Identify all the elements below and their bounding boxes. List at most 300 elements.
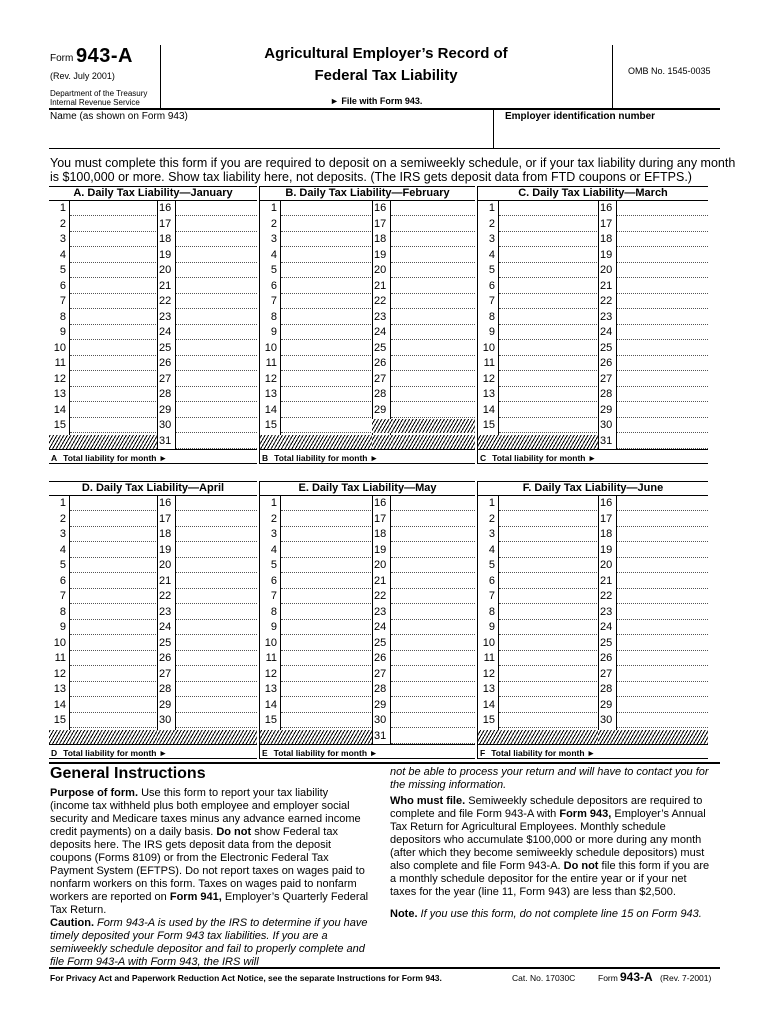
day-number: 27 [600,372,613,385]
day-amount-input[interactable] [617,682,708,697]
day-number: 21 [159,279,172,292]
day-amount-input[interactable] [176,574,257,589]
shaded-area [157,730,257,744]
day-number: 30 [159,419,172,431]
day-number: 5 [488,264,495,276]
day-number: 3 [59,528,66,540]
total-amount-input[interactable] [378,450,418,461]
caution-text: Form 943-A is used by the IRS to determine if you have timely deposited your Form 943 tax liabilities. If you are a semiweekly schedule depositor and fail to properly complete and file Form 943-A with Form 943, the IRS will [50,917,368,968]
total-amount-input[interactable] [378,745,418,756]
day-amount-input[interactable] [176,512,257,527]
day-number: 2 [488,217,495,230]
day-amount-input[interactable] [281,574,371,589]
day-amount-input[interactable] [617,403,708,418]
day-number: 25 [159,341,172,354]
day-amount-input[interactable] [281,201,371,216]
day-number: 24 [374,326,387,338]
day-amount-input[interactable] [176,263,257,278]
day-amount-input[interactable] [499,341,597,356]
day-amount-input[interactable] [281,263,371,278]
day-number: 9 [488,621,495,633]
day-amount-input[interactable] [391,232,475,247]
day-number: 7 [270,590,277,602]
file-with-note: ► File with Form 943. [330,96,423,106]
day-amount-input[interactable] [499,325,597,340]
day-amount-input[interactable] [617,372,708,387]
day-amount-input[interactable] [391,636,475,651]
day-amount-input[interactable] [176,620,257,635]
day-amount-input[interactable] [70,294,156,309]
day-number: 7 [59,590,66,602]
day-number: 30 [374,714,387,726]
day-number: 14 [482,698,495,711]
day-amount-input[interactable] [617,527,708,542]
day-amount-input[interactable] [391,543,475,558]
day-amount-input[interactable] [176,434,257,449]
day-number: 11 [54,357,66,369]
day-number: 12 [53,372,66,385]
day-amount-input[interactable] [499,543,597,558]
day-number: 24 [374,621,387,633]
day-amount-input[interactable] [281,418,371,433]
day-amount-input[interactable] [281,543,371,558]
shaded-area [49,730,157,744]
day-number: 28 [600,388,613,400]
header-divider-right [612,45,613,108]
day-number: 18 [600,233,613,245]
day-amount-input[interactable] [617,294,708,309]
day-number: 27 [374,667,387,680]
day-amount-input[interactable] [617,325,708,340]
day-amount-input[interactable] [281,248,371,263]
day-amount-input[interactable] [499,651,597,666]
day-amount-input[interactable] [391,217,475,232]
ein-input[interactable] [497,124,717,146]
day-amount-input[interactable] [281,636,371,651]
day-amount-input[interactable] [70,527,156,542]
day-amount-input[interactable] [499,248,597,263]
day-amount-input[interactable] [281,512,371,527]
shaded-area [372,435,475,449]
day-amount-input[interactable] [70,667,156,682]
day-number: 26 [374,652,387,664]
shaded-area [260,435,372,449]
day-amount-input[interactable] [617,341,708,356]
day-amount-input[interactable] [499,527,597,542]
header-divider-left [160,45,161,108]
day-number: 11 [483,652,495,664]
day-number: 8 [488,605,495,618]
total-letter: B [262,453,269,463]
who-text-2: Employer’s Annual Tax Return for Agricultural Employees. Monthly schedule depositors who accumulate $100,000 or more during any month (after which they become semiweekly schedule depositors) must also complete and file Form 943-A. [390,808,706,872]
total-label: Total liability for month ► [491,748,596,758]
day-amount-input[interactable] [617,589,708,604]
day-amount-input[interactable] [499,698,597,713]
day-amount-input[interactable] [70,217,156,232]
day-amount-input[interactable] [499,605,597,620]
day-amount-input[interactable] [176,372,257,387]
day-amount-input[interactable] [176,527,257,542]
day-amount-input[interactable] [617,698,708,713]
day-amount-input[interactable] [617,636,708,651]
day-amount-input[interactable] [70,512,156,527]
day-amount-input[interactable] [281,713,371,728]
day-amount-input[interactable] [70,372,156,387]
day-amount-input[interactable] [391,325,475,340]
day-amount-input[interactable] [617,356,708,371]
day-amount-input[interactable] [499,620,597,635]
day-number: 17 [374,217,387,230]
day-amount-input[interactable] [176,543,257,558]
day-amount-input[interactable] [70,620,156,635]
day-number: 4 [270,543,277,556]
total-label: Total liability for month ► [492,453,597,463]
day-number: 20 [159,559,172,571]
name-input[interactable] [50,124,490,146]
day-amount-input[interactable] [70,558,156,573]
day-amount-input[interactable] [70,543,156,558]
day-number: 21 [374,574,387,587]
total-label: Total liability for month ► [63,453,168,463]
day-amount-input[interactable] [499,496,597,511]
day-amount-input[interactable] [391,310,475,325]
day-amount-input[interactable] [391,589,475,604]
omb-number: OMB No. 1545-0035 [628,66,711,76]
day-number: 24 [600,621,613,633]
day-amount-input[interactable] [281,589,371,604]
day-amount-input[interactable] [281,310,371,325]
day-amount-input[interactable] [176,325,257,340]
footer-form-number: 943-A [620,970,653,984]
day-amount-input[interactable] [499,201,597,216]
catalog-number: Cat. No. 17030C [512,973,576,983]
day-amount-input[interactable] [70,589,156,604]
day-amount-input[interactable] [499,636,597,651]
privacy-notice: For Privacy Act and Paperwork Reduction Act Notice, see the separate Instructions for Form 943. [50,973,442,983]
form-label: Form [50,53,74,64]
day-number: 16 [600,202,613,214]
purpose-text-1: Use this form to report your tax liability (income tax withheld plus both employee and employer social security and Medicare taxes minus any advance earned income credit payments) on a daily basis. [50,787,361,838]
who-form943: Form 943, [559,808,612,820]
day-amount-input[interactable] [391,279,475,294]
who-do-not: Do not [563,860,599,872]
day-number: 7 [488,295,495,307]
day-amount-input[interactable] [70,279,156,294]
day-number: 24 [159,326,172,338]
day-amount-input[interactable] [617,263,708,278]
day-number: 12 [264,667,277,680]
day-number: 20 [600,559,613,571]
total-amount-input[interactable] [167,450,207,461]
day-amount-input[interactable] [499,387,597,402]
day-amount-input[interactable] [176,589,257,604]
day-amount-input[interactable] [281,496,371,511]
day-amount-input[interactable] [499,356,597,371]
day-amount-input[interactable] [617,434,708,449]
day-amount-input[interactable] [617,667,708,682]
day-number: 6 [488,574,495,587]
day-amount-input[interactable] [391,294,475,309]
day-number: 29 [374,698,387,711]
day-amount-input[interactable] [176,682,257,697]
day-number: 13 [264,683,277,695]
day-amount-input[interactable] [176,418,257,433]
day-amount-input[interactable] [391,403,475,418]
day-number: 3 [488,528,495,540]
day-number: 29 [600,698,613,711]
block-bottom-rule [260,463,475,464]
day-amount-input[interactable] [176,636,257,651]
day-amount-input[interactable] [70,248,156,263]
day-amount-input[interactable] [70,651,156,666]
day-amount-input[interactable] [499,589,597,604]
day-number: 21 [600,574,613,587]
ein-label: Employer identification number [505,111,656,122]
day-amount-input[interactable] [391,729,475,744]
day-amount-input[interactable] [391,558,475,573]
day-amount-input[interactable] [70,325,156,340]
caution-cont-text: not be able to process your return and will have to contact you for the missing information. [390,766,709,791]
day-amount-input[interactable] [391,512,475,527]
day-amount-input[interactable] [391,713,475,728]
day-amount-input[interactable] [70,403,156,418]
day-amount-input[interactable] [176,232,257,247]
day-amount-input[interactable] [391,574,475,589]
day-number: 25 [374,636,387,649]
day-amount-input[interactable] [281,279,371,294]
day-amount-input[interactable] [391,682,475,697]
day-amount-input[interactable] [70,574,156,589]
day-amount-input[interactable] [176,403,257,418]
day-number: 10 [264,341,277,354]
day-amount-input[interactable] [499,418,597,433]
day-amount-input[interactable] [70,310,156,325]
footer-form-word: Form [598,973,618,983]
day-amount-input[interactable] [70,201,156,216]
day-amount-input[interactable] [176,294,257,309]
day-amount-input[interactable] [391,201,475,216]
day-amount-input[interactable] [281,403,371,418]
day-amount-input[interactable] [499,232,597,247]
day-amount-input[interactable] [281,341,371,356]
day-amount-input[interactable] [176,605,257,620]
day-amount-input[interactable] [499,279,597,294]
day-number: 13 [264,388,277,400]
day-amount-input[interactable] [281,387,371,402]
day-amount-input[interactable] [281,356,371,371]
day-amount-input[interactable] [391,620,475,635]
day-amount-input[interactable] [391,527,475,542]
total-label: Total liability for month ► [273,748,378,758]
day-amount-input[interactable] [281,558,371,573]
total-amount-input[interactable] [596,450,636,461]
day-amount-input[interactable] [617,279,708,294]
day-amount-input[interactable] [617,248,708,263]
day-number: 8 [270,310,277,323]
day-number: 12 [482,667,495,680]
day-amount-input[interactable] [617,217,708,232]
day-amount-input[interactable] [391,387,475,402]
day-amount-input[interactable] [391,651,475,666]
day-amount-input[interactable] [281,667,371,682]
day-amount-input[interactable] [176,667,257,682]
day-amount-input[interactable] [617,558,708,573]
day-amount-input[interactable] [499,310,597,325]
day-amount-input[interactable] [617,387,708,402]
day-amount-input[interactable] [281,682,371,697]
day-amount-input[interactable] [176,698,257,713]
day-amount-input[interactable] [499,372,597,387]
day-amount-input[interactable] [499,682,597,697]
day-amount-input[interactable] [70,356,156,371]
day-number: 15 [53,419,66,431]
day-amount-input[interactable] [176,356,257,371]
day-amount-input[interactable] [617,310,708,325]
day-amount-input[interactable] [499,667,597,682]
shaded-area [260,730,372,744]
block-bottom-rule [478,463,708,464]
day-amount-input[interactable] [70,387,156,402]
day-number: 1 [488,202,495,214]
day-number: 22 [159,590,172,602]
form-title-line1: Agricultural Employer’s Record of [264,45,508,62]
day-amount-input[interactable] [391,248,475,263]
total-amount-input[interactable] [595,745,635,756]
form-title-line2: Federal Tax Liability [314,67,458,84]
note-text: If you use this form, do not complete line 15 on Form 943. [417,908,702,920]
day-amount-input[interactable] [617,232,708,247]
day-amount-input[interactable] [281,217,371,232]
day-number: 6 [488,279,495,292]
day-number: 19 [374,248,387,261]
day-amount-input[interactable] [281,527,371,542]
day-number: 8 [59,605,66,618]
day-amount-input[interactable] [391,341,475,356]
day-amount-input[interactable] [617,201,708,216]
day-amount-input[interactable] [70,682,156,697]
day-number: 2 [59,512,66,525]
day-number: 30 [600,714,613,726]
day-amount-input[interactable] [281,620,371,635]
day-amount-input[interactable] [176,217,257,232]
day-amount-input[interactable] [70,232,156,247]
day-amount-input[interactable] [391,698,475,713]
day-number: 29 [600,403,613,416]
total-letter: A [51,453,58,463]
month-title: F. Daily Tax Liability—June [522,482,664,494]
day-amount-input[interactable] [70,636,156,651]
day-amount-input[interactable] [176,496,257,511]
day-amount-input[interactable] [281,294,371,309]
day-number: 3 [488,233,495,245]
day-number: 24 [159,621,172,633]
day-amount-input[interactable] [499,263,597,278]
day-amount-input[interactable] [176,651,257,666]
ein-divider [493,108,494,148]
day-amount-input[interactable] [176,201,257,216]
day-number: 15 [264,714,277,726]
day-amount-input[interactable] [617,605,708,620]
day-number: 1 [270,202,277,214]
day-number: 7 [59,295,66,307]
day-amount-input[interactable] [176,713,257,728]
day-amount-input[interactable] [499,403,597,418]
day-number: 17 [159,512,172,525]
day-number: 6 [59,279,66,292]
day-amount-input[interactable] [617,418,708,433]
day-amount-input[interactable] [391,263,475,278]
day-amount-input[interactable] [176,310,257,325]
day-amount-input[interactable] [391,667,475,682]
day-amount-input[interactable] [176,558,257,573]
day-amount-input[interactable] [70,713,156,728]
day-number: 30 [600,419,613,431]
day-amount-input[interactable] [176,248,257,263]
revision-date: (Rev. July 2001) [50,71,115,81]
day-amount-input[interactable] [617,620,708,635]
day-amount-input[interactable] [281,372,371,387]
day-amount-input[interactable] [281,232,371,247]
day-number: 5 [59,559,66,571]
day-amount-input[interactable] [70,496,156,511]
day-amount-input[interactable] [281,605,371,620]
day-amount-input[interactable] [281,698,371,713]
total-amount-input[interactable] [167,745,207,756]
day-amount-input[interactable] [281,325,371,340]
instructions-heading: General Instructions [50,765,206,782]
caution-heading: Caution. [50,917,94,929]
block-bottom-rule [478,758,708,759]
block-bottom-rule [260,758,475,759]
day-amount-input[interactable] [617,713,708,728]
day-amount-input[interactable] [70,263,156,278]
day-amount-input[interactable] [176,341,257,356]
day-amount-input[interactable] [391,496,475,511]
day-amount-input[interactable] [176,279,257,294]
day-amount-input[interactable] [70,341,156,356]
day-number: 16 [159,202,172,214]
day-number: 2 [488,512,495,525]
day-amount-input[interactable] [499,574,597,589]
day-amount-input[interactable] [499,512,597,527]
day-amount-input[interactable] [281,651,371,666]
day-amount-input[interactable] [70,605,156,620]
day-amount-input[interactable] [617,512,708,527]
day-number: 9 [270,326,277,338]
day-number: 8 [488,310,495,323]
day-amount-input[interactable] [391,605,475,620]
day-amount-input[interactable] [617,574,708,589]
day-amount-input[interactable] [499,713,597,728]
day-amount-input[interactable] [391,372,475,387]
day-amount-input[interactable] [617,496,708,511]
day-amount-input[interactable] [391,356,475,371]
day-amount-input[interactable] [617,543,708,558]
day-amount-input[interactable] [70,418,156,433]
day-amount-input[interactable] [499,558,597,573]
day-number: 21 [159,574,172,587]
day-number: 29 [159,698,172,711]
day-amount-input[interactable] [499,294,597,309]
shaded-area [478,730,598,744]
shaded-area [49,435,157,449]
day-amount-input[interactable] [176,387,257,402]
day-amount-input[interactable] [499,217,597,232]
day-amount-input[interactable] [617,651,708,666]
day-amount-input[interactable] [70,698,156,713]
day-number: 27 [159,667,172,680]
day-number: 28 [374,388,387,400]
